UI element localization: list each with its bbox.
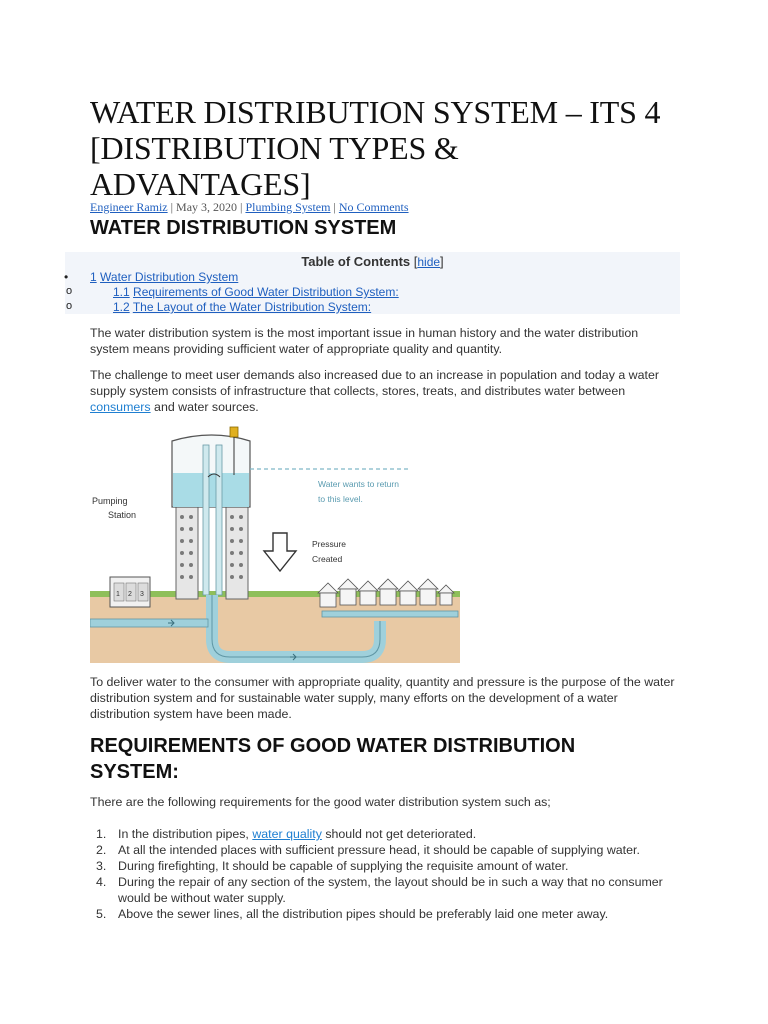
- paragraph-requirements-intro: There are the following requirements for the good water distribution system such as;: [90, 795, 551, 809]
- pumping-station-label: Pumping: [92, 496, 128, 506]
- toc-item-label[interactable]: The Layout of the Water Distribution System:: [132, 300, 372, 314]
- pump-unit-label: 3: [140, 591, 144, 598]
- water-distribution-diagram: [90, 425, 460, 663]
- water-quality-link[interactable]: water quality: [252, 827, 322, 841]
- list-text: should not get deteriorated.: [321, 827, 477, 841]
- pressure-label: Created: [312, 554, 343, 564]
- list-text: At all the intended places with sufficient pressure head, it should be capable of supplying water.: [118, 843, 640, 857]
- meta-separator: |: [237, 200, 246, 214]
- return-level-label: Water wants to return: [318, 479, 399, 489]
- list-item: [90, 858, 690, 874]
- list-number: 3.: [96, 859, 107, 873]
- section-heading-requirements: REQUIREMENTS OF GOOD WATER DISTRIBUTION SYSTEM:: [90, 735, 576, 783]
- page-title: WATER DISTRIBUTION SYSTEM – ITS 4 [DISTRIBUTION TYPES & ADVANTAGES]: [90, 94, 661, 202]
- toc-header: [65, 254, 680, 269]
- toc-bullet: o: [66, 300, 73, 312]
- list-text: Above the sewer lines, all the distribution pipes should be preferably laid one meter away.: [118, 907, 609, 921]
- return-level-label: to this level.: [318, 494, 363, 504]
- list-item: [90, 906, 690, 922]
- pump-unit-label: 1: [116, 591, 120, 598]
- post-date: May 3, 2020: [176, 200, 238, 214]
- toc-bracket: [: [410, 254, 418, 269]
- paragraph-text: and water sources.: [150, 400, 259, 414]
- toc-item-number[interactable]: 1: [90, 270, 97, 284]
- float-valve: [230, 427, 238, 437]
- pressure-label: Pressure: [312, 539, 347, 549]
- list-item: [90, 842, 690, 858]
- list-number: 4.: [96, 875, 107, 889]
- toc-bracket: ]: [440, 254, 444, 269]
- pump-unit-label: 2: [128, 591, 132, 598]
- pumping-station-label: Station: [108, 510, 137, 520]
- toc-item-label[interactable]: Water Distribution System: [100, 270, 239, 284]
- list-number: 5.: [96, 907, 107, 921]
- toc-item-label[interactable]: Requirements of Good Water Distribution System:: [133, 285, 399, 299]
- toc-title: Table of Contents: [301, 254, 411, 269]
- toc-item-number[interactable]: 1.1: [113, 285, 130, 299]
- toc-item-water-distribution[interactable]: [90, 270, 238, 284]
- toc-bullet: o: [66, 285, 73, 297]
- supply-pipe: [90, 619, 208, 627]
- toc-item-layout[interactable]: [113, 300, 371, 314]
- tank-water: [173, 473, 249, 507]
- paragraph-purpose: To deliver water to the consumer with appropriate quality, quantity and pressure is the purpose of the water distribution system and for sustainable water supply, many efforts on the development of a water distribution system have been made.: [90, 675, 675, 721]
- requirements-list: [90, 826, 690, 922]
- list-text: During firefighting, It should be capable of supplying the requisite amount of water.: [118, 859, 569, 873]
- list-text: During the repair of any section of the system, the layout should be in such a way that no consumer would be without water supply.: [118, 875, 663, 905]
- downflow-pipe: [216, 445, 222, 595]
- distribution-main: [322, 611, 458, 617]
- meta-separator: |: [330, 200, 339, 214]
- toc-item-number[interactable]: 1.2: [113, 300, 130, 314]
- list-item: [90, 874, 690, 906]
- section-heading-water-distribution: WATER DISTRIBUTION SYSTEM: [90, 217, 397, 239]
- consumers-link[interactable]: consumers: [90, 400, 151, 414]
- paragraph-intro: The water distribution system is the most important issue in human history and the water distribution system means providing sufficient water of appropriate quality and quantity.: [90, 326, 639, 356]
- toc-bullet: •: [64, 270, 69, 284]
- post-meta: [90, 200, 409, 215]
- list-number: 1.: [96, 827, 107, 841]
- list-text: In the distribution pipes,: [118, 827, 253, 841]
- category-link[interactable]: Plumbing System: [245, 200, 331, 214]
- riser-pipe: [203, 445, 209, 595]
- list-number: 2.: [96, 843, 107, 857]
- paragraph-challenge: [90, 367, 680, 415]
- list-item: [90, 826, 690, 842]
- tower-leg-left: [176, 507, 198, 599]
- toc-item-requirements[interactable]: [113, 285, 399, 299]
- author-link[interactable]: Engineer Ramiz: [90, 200, 168, 214]
- comments-link[interactable]: No Comments: [338, 200, 409, 214]
- meta-separator: |: [167, 200, 177, 214]
- paragraph-text: The challenge to meet user demands also increased due to an increase in population and today a water supply system consists of infrastructure that collects, stores, treats, and distributes water between: [90, 368, 659, 398]
- table-of-contents: [65, 252, 680, 314]
- tower-leg-right: [226, 507, 248, 599]
- toc-hide-link[interactable]: hide: [417, 255, 441, 269]
